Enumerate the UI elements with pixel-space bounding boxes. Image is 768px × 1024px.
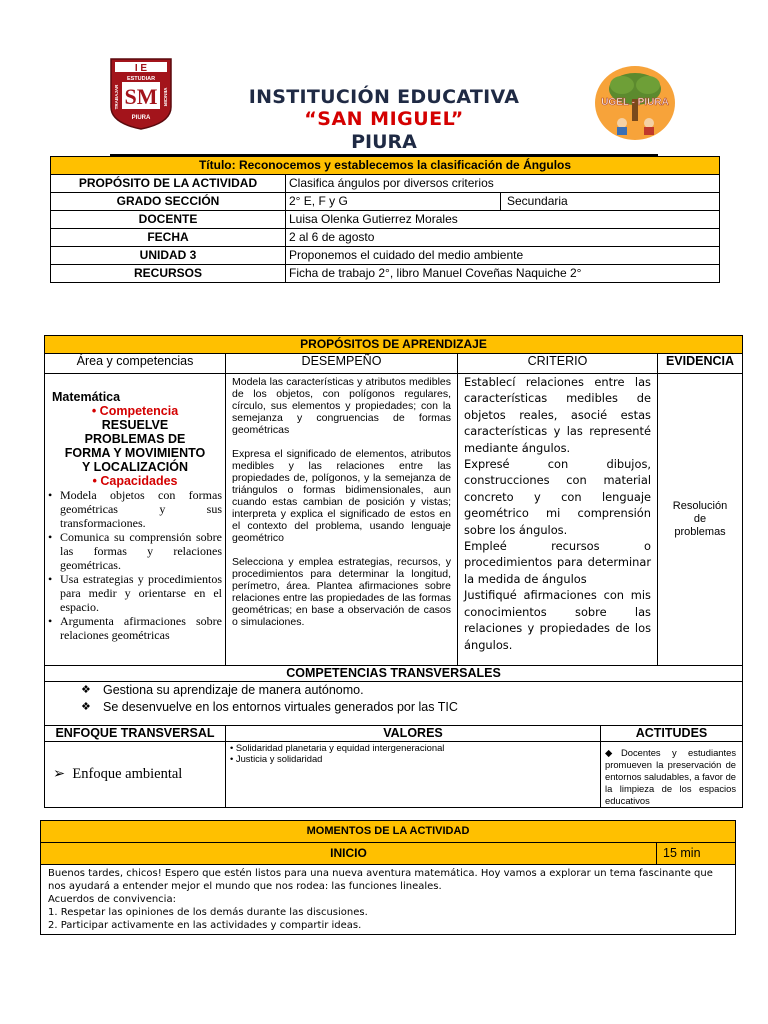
- area-competencias-cell: [45, 374, 226, 666]
- learning-purposes-table: [44, 335, 743, 808]
- info-value-grado: 2° E, F y G: [286, 193, 501, 211]
- activity-info-table: [50, 156, 720, 283]
- purposes-title: PROPÓSITOS DE APRENDIZAJE: [45, 336, 743, 354]
- info-value-unidad: Proponemos el cuidado del medio ambiente: [286, 247, 720, 265]
- competencia-name: RESUELVE PROBLEMAS DE FORMA Y MOVIMIENTO Y LOCALIZACIÓN: [64, 418, 206, 474]
- activity-moments-table: [40, 820, 736, 935]
- criterio-paragraph: Justifiqué afirmaciones con mis conocimientos sobre las relaciones y propiedades de los ángulos.: [464, 588, 651, 652]
- info-label-grado: GRADO SECCIÓN: [51, 193, 286, 211]
- desempeno-paragraph: Expresa el significado de elementos, atributos medibles y las relaciones entre las propiedades de, polígonos, y la semejanza de triángulos o formas bidimensionales, aun cuando estas cambian de posición y vistas; interpreta y explica el significado de estos en el contexto del problema, usando lenguaje geométrico: [232, 448, 451, 544]
- valor-item: • Justicia y solidaridad: [230, 753, 323, 764]
- capacidad-item: • Modela objetos con formas geométricas y sus transformaciones.: [48, 488, 222, 530]
- col-header-actitudes: ACTITUDES: [601, 726, 743, 742]
- moments-title: MOMENTOS DE LA ACTIVIDAD: [41, 821, 736, 843]
- enfoque-cell: [45, 742, 226, 808]
- transversales-title: COMPETENCIAS TRANSVERSALES: [45, 666, 743, 682]
- capacidad-item: • Usa estrategias y procedimientos para medir y orientarse en el espacio.: [48, 572, 222, 614]
- institution-city: PIURA: [351, 131, 417, 153]
- institution-name: “SAN MIGUEL”: [304, 108, 464, 130]
- col-header-evidencia: EVIDENCIA: [658, 354, 743, 374]
- moment-text: 1. Respetar las opiniones de los demás durante las discusiones.: [48, 907, 368, 918]
- ugel-piura-logo: [594, 65, 676, 141]
- info-value-proposito: Clasifica ángulos por diversos criterios: [286, 175, 720, 193]
- moment-text: Buenos tardes, chicos! Espero que estén listos para una nueva aventura matemática. Hoy vamos a explorar un tema fascinante que nos ayudará a entender mejor el mundo que nos rodea: las funciones lineales.: [48, 868, 713, 892]
- activity-title: Título: Reconocemos y establecemos la clasificación de Ángulos: [51, 157, 720, 175]
- col-header-enfoque: ENFOQUE TRANSVERSAL: [45, 726, 226, 742]
- svg-text:I E: I E: [134, 63, 148, 74]
- competencia-label: • Competencia: [91, 404, 179, 418]
- enfoque-value: ➢ Enfoque ambiental: [53, 766, 183, 782]
- info-label-recursos: RECURSOS: [51, 265, 286, 283]
- area-name: Matemática: [52, 390, 121, 404]
- institution-title: INSTITUCIÓN EDUCATIVA: [248, 86, 520, 108]
- svg-text:PIURA: PIURA: [131, 115, 151, 121]
- col-header-criterio: CRITERIO: [458, 354, 658, 374]
- school-crest-logo: [109, 57, 173, 131]
- svg-text:UGEL - PIURA: UGEL - PIURA: [601, 97, 669, 108]
- info-value-fecha: 2 al 6 de agosto: [286, 229, 720, 247]
- arrow-bullet-icon: ➢: [53, 766, 66, 782]
- actitud-item: ◆Docentes y estudiantes promueven la preservación de entornos saludables, a favor de la limpieza de los espacios educativos: [605, 747, 737, 806]
- col-header-desempeno: DESEMPEÑO: [226, 354, 458, 374]
- actitudes-cell: [601, 742, 743, 808]
- diamond-bullet-icon: ❖: [81, 684, 91, 696]
- svg-text:ESTUDIAR: ESTUDIAR: [126, 76, 156, 82]
- capacidades-list: [48, 488, 222, 642]
- moment-inicio-duration: 15 min: [657, 843, 736, 865]
- svg-text:VENCER: VENCER: [163, 87, 168, 107]
- moment-text: Acuerdos de convivencia:: [48, 894, 176, 905]
- transversales-list: [45, 682, 742, 716]
- transversal-item: ❖ Se desenvuelve en los entornos virtuales generados por las TIC: [81, 700, 458, 714]
- evidencia-value: Resolución de problemas: [672, 500, 728, 538]
- capacidad-item: • Comunica su comprensión sobre las formas y relaciones geométricas.: [48, 530, 222, 572]
- info-value-nivel: Secundaria: [501, 193, 720, 211]
- info-label-fecha: FECHA: [51, 229, 286, 247]
- criterio-paragraph: Expresé con dibujos, construcciones con material concreto y con lenguaje geométrico mi comprensión sobre los ángulos.: [464, 457, 651, 537]
- desempeno-paragraph: Selecciona y emplea estrategias, recursos, y procedimientos para determinar la longitud, perímetro, área. Plantea afirmaciones sobre relaciones entre las propiedades de las formas geométricas; en base a observación de casos o simulaciones.: [232, 556, 451, 628]
- capacidades-label: • Capacidades: [92, 474, 178, 488]
- info-label-unidad: UNIDAD 3: [51, 247, 286, 265]
- moment-inicio-label: INICIO: [41, 843, 657, 865]
- transversal-item: ❖ Gestiona su aprendizaje de manera autónomo.: [81, 683, 364, 697]
- criterio-paragraph: Establecí relaciones entre las características medibles de objetos reales, asocié estas características y las representé mediante ángulos.: [464, 375, 651, 455]
- desempeno-cell: [226, 374, 458, 666]
- diamond-bullet-icon: ❖: [81, 701, 91, 713]
- evidencia-cell: [658, 374, 743, 666]
- valor-item: • Solidaridad planetaria y equidad intergeneracional: [230, 742, 445, 753]
- info-value-recursos: Ficha de trabajo 2°, libro Manuel Coveñas Naquiche 2°: [286, 265, 720, 283]
- moment-text: 2. Participar activamente en las actividades y compartir ideas.: [48, 920, 362, 931]
- svg-text:TRABAJAR: TRABAJAR: [114, 84, 119, 110]
- capacidad-item: • Argumenta afirmaciones sobre relaciones geométricas: [48, 614, 222, 642]
- criterio-paragraph: Empleé recursos o procedimientos para determinar la medida de ángulos: [464, 539, 651, 586]
- moment-inicio-body: [41, 865, 736, 935]
- criterio-cell: [458, 374, 658, 666]
- col-header-area: Área y competencias: [45, 354, 226, 374]
- valores-cell: [226, 742, 601, 808]
- transversales-cell: [45, 682, 743, 726]
- info-label-docente: DOCENTE: [51, 211, 286, 229]
- desempeno-paragraph: Modela las características y atributos medibles de los objetos, con polígonos regulares, círculo, sus elementos y propiedades; con la semejanza y congruencias de formas geométricas: [232, 376, 451, 436]
- info-label-proposito: PROPÓSITO DE LA ACTIVIDAD: [51, 175, 286, 193]
- svg-text:SM: SM: [124, 84, 158, 109]
- col-header-valores: VALORES: [226, 726, 601, 742]
- info-value-docente: Luisa Olenka Gutierrez Morales: [286, 211, 720, 229]
